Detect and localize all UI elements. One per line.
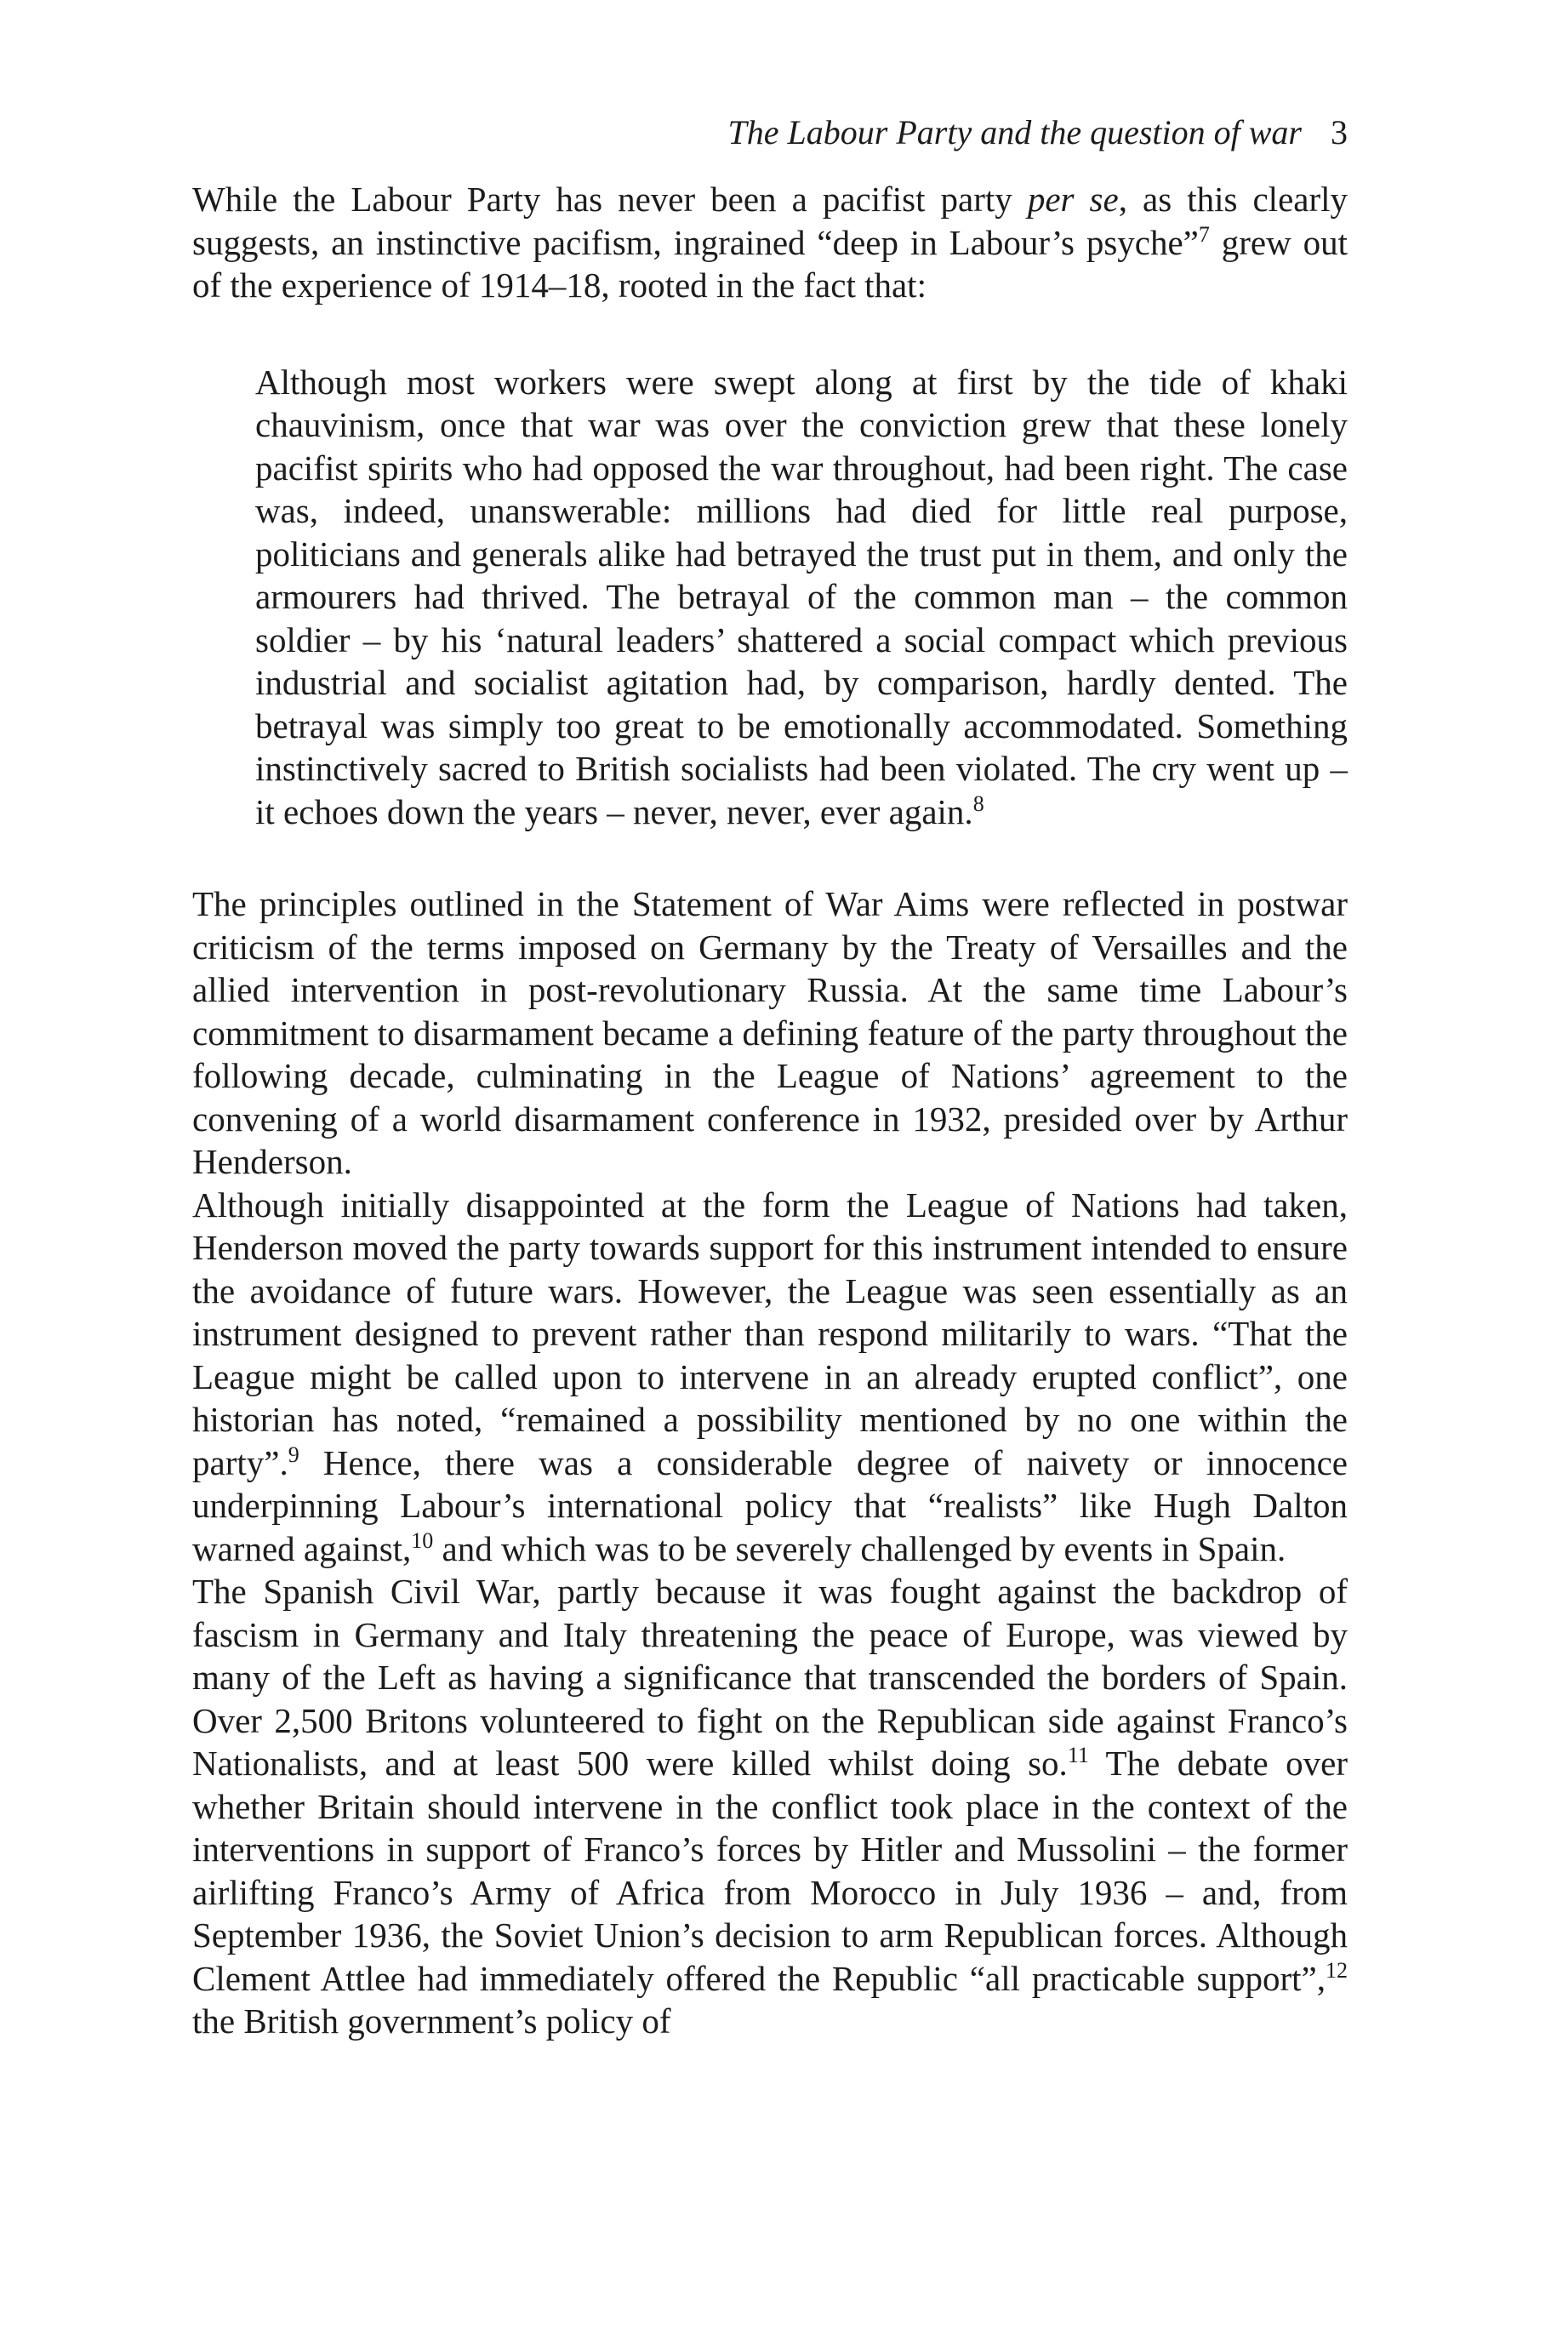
text-run: The Spanish Civil War, partly because it was fought against the backdrop of fascism in Germany and Italy threatening the peace of Europe, was viewed by many of the Left as having a significance that transcended the borders of Spain. Over 2,500 Britons volunteered to fight on the Republican side against Franco’s Nationalists, and at least 500 were killed whilst doing so. bbox=[192, 1572, 1348, 1783]
text-run: While the Labour Party has never been a pacifist party bbox=[192, 180, 1028, 219]
footnote-marker-9[interactable]: 9 bbox=[288, 1441, 299, 1467]
text-run: Although initially disappointed at the form the League of Nations had taken, Henderson moved the party towards support for this instrument intended to ensure the avoidance of future wars. However, the League was seen essentially as an instrument designed to prevent rather than respond militarily to wars. “That the League might be called upon to intervene in an already erupted conflict”, one historian has noted, “remained a possibility mentioned by no one within the party”. bbox=[192, 1185, 1348, 1482]
paragraph-intro bbox=[192, 178, 1348, 307]
footnote-marker-10[interactable]: 10 bbox=[411, 1527, 434, 1553]
footnote-marker-11[interactable]: 11 bbox=[1067, 1743, 1089, 1767]
body-text bbox=[192, 178, 1348, 2043]
paragraph-league-of-nations bbox=[192, 1184, 1348, 1571]
text-run: grew out of the experience of 1914–18, rooted in the fact that: bbox=[192, 222, 1348, 305]
quote-text: Although most workers were swept along at first by the tide of khaki chauvinism, once that war was over the conviction grew that these lonely pacifist spirits who had opposed the war throughout, had been right. The case was, indeed, unanswerable: millions had died for little real purpose, politicians and generals alike had betrayed the trust put in them, and only the armourers had thrived. The betrayal of the common man – the common soldier – by his ‘natural leaders’ shattered a social compact which previous industrial and socialist agitation had, by comparison, hardly dented. The betrayal was simply too great to be emotionally accommodated. Something instinctively sacred to British socialists had been violated. The cry went up – it echoes down the years – never, never, ever again. bbox=[255, 362, 1348, 831]
footnote-marker-12[interactable]: 12 bbox=[1326, 1957, 1348, 1983]
running-head-title: The Labour Party and the question of war bbox=[727, 113, 1302, 151]
paragraph-war-aims: The principles outlined in the Statement of War Aims were reflected in postwar criticism of the terms imposed on Germany by the Treaty of Versailles and the allied intervention in post-revolutionary Russia. At the same time Labour’s commitment to disarmament became a defining feature of the party throughout the following decade, culminating in the League of Nations’ agreement to the convening of a world disarmament conference in 1932, presided over by Arthur Henderson. bbox=[192, 884, 1348, 1181]
text-run: The debate over whether Britain should intervene in the conflict took place in the context of the interventions in support of Franco’s forces by Hitler and Mussolini – the former airlifting Franco’s Army of Africa from Morocco in July 1936 – and, from September 1936, the Soviet Union’s decision to arm Republican forces. Although Clement Attlee had immediately offered the Republic “all practicable support”, bbox=[192, 1744, 1348, 1998]
text-run: and which was to be severely challenged by events in Spain. bbox=[433, 1528, 1286, 1568]
page-number: 3 bbox=[1331, 113, 1348, 151]
block-quote bbox=[192, 361, 1348, 834]
text-run: , as this clearly suggests, an instinctive pacifism, ingrained “deep in Labour’s psyche” bbox=[192, 180, 1348, 262]
footnote-marker-8[interactable]: 8 bbox=[972, 791, 984, 816]
paragraph-spanish-civil-war bbox=[192, 1570, 1348, 2043]
text-run: Hence, there was a considerable degree of naivety or innocence underpinning Labour’s international policy that “realists” like Hugh Dalton warned against, bbox=[192, 1442, 1348, 1568]
italic-phrase: per se bbox=[1027, 180, 1119, 219]
footnote-marker-7[interactable]: 7 bbox=[1198, 221, 1210, 247]
running-head bbox=[192, 111, 1348, 155]
text-run: the British government’s policy of bbox=[192, 2001, 671, 2041]
